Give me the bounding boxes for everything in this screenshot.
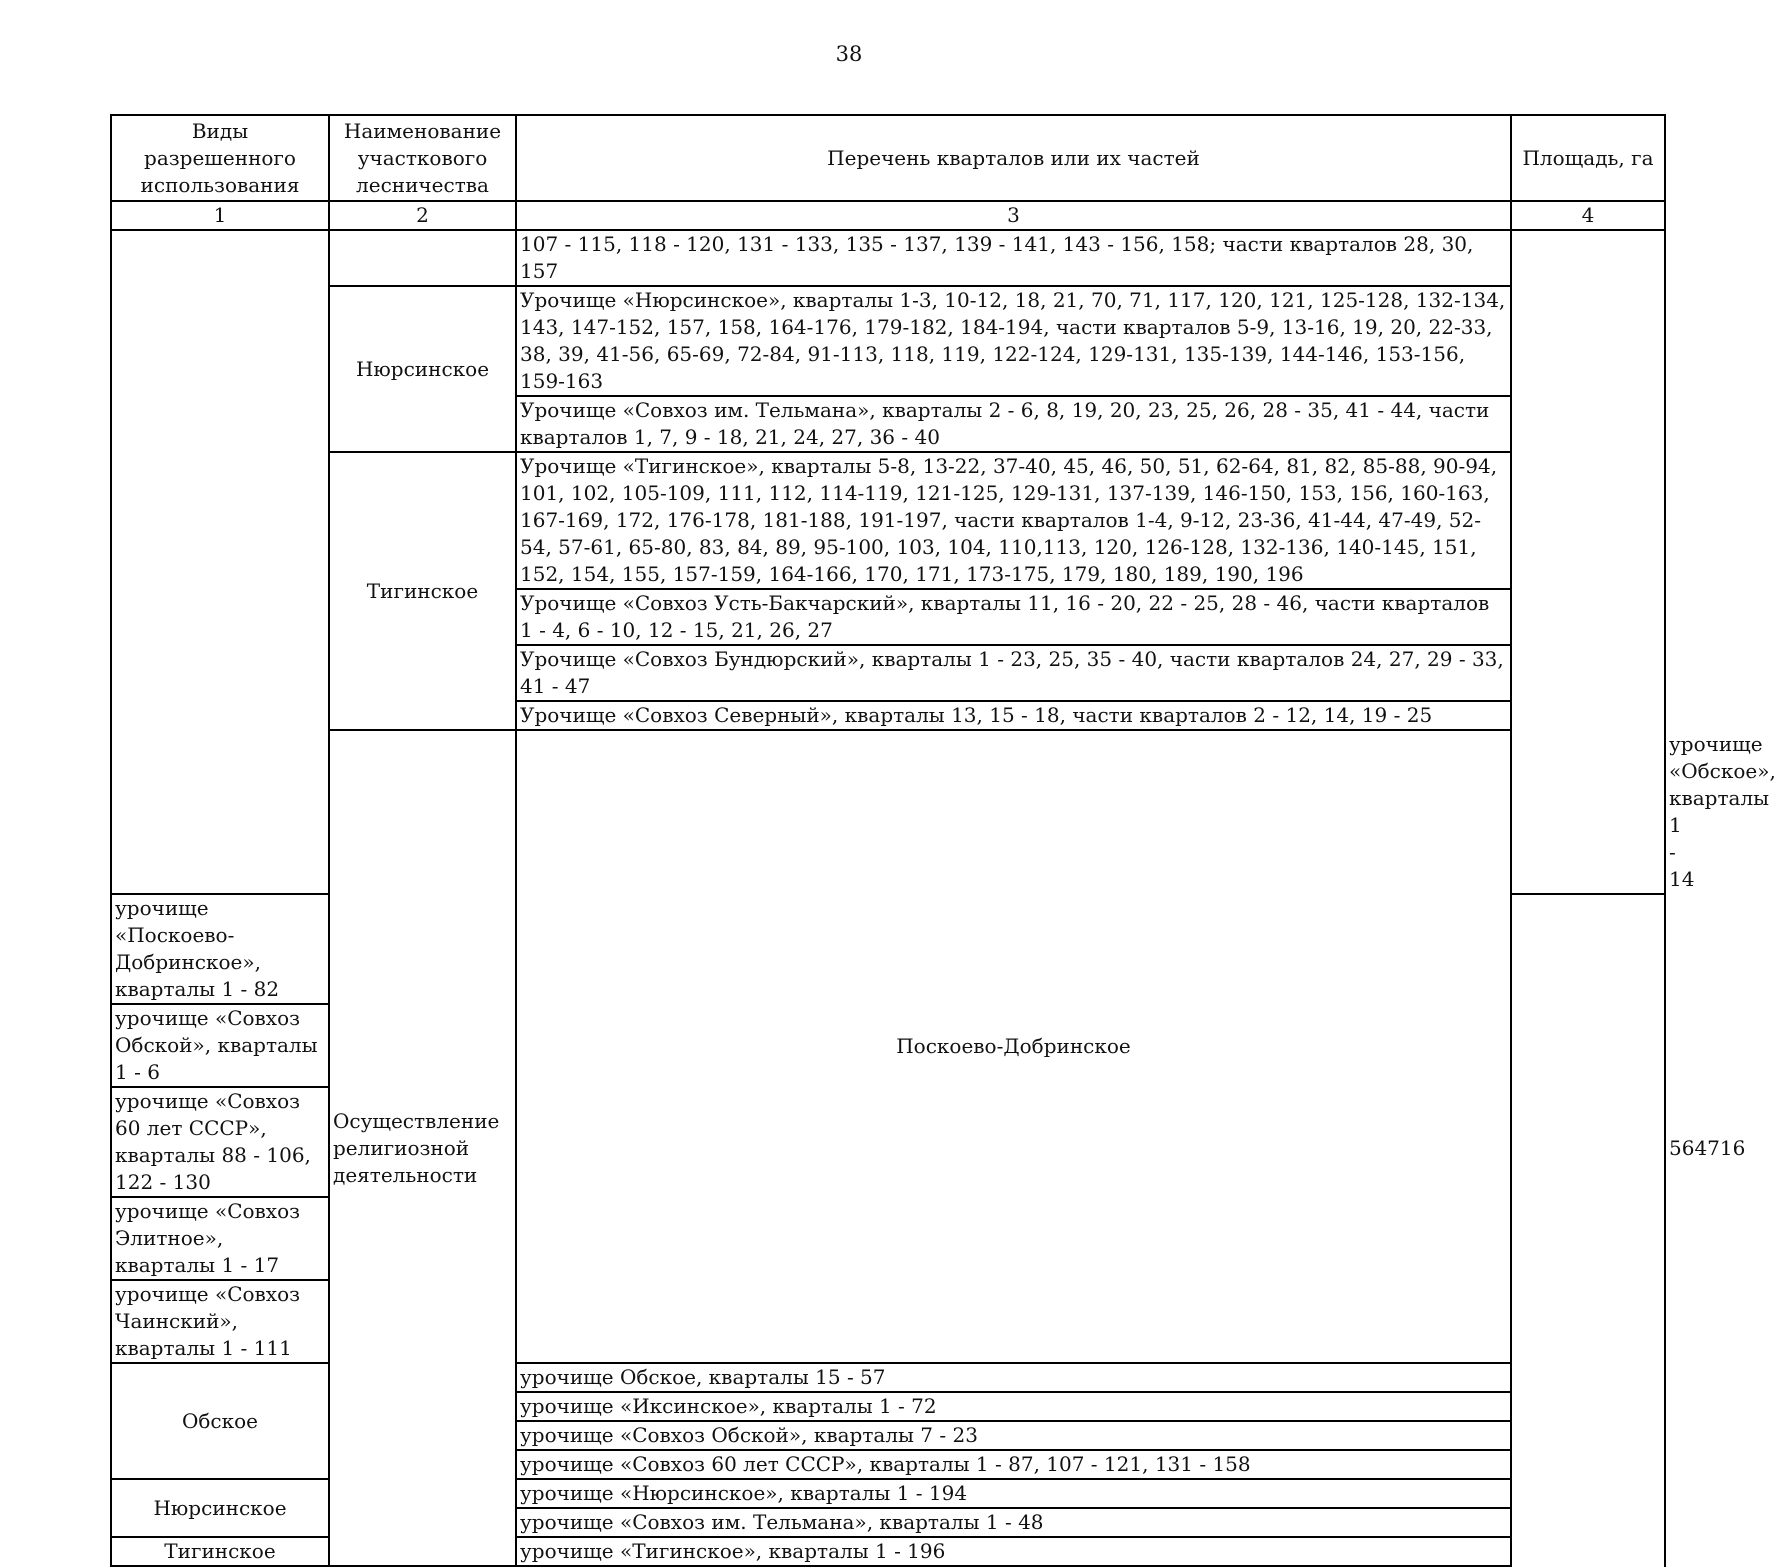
- table-row: [111, 230, 1665, 286]
- quarters-cell: урочище «Поскоево-Добринское», кварталы 1 - 82: [111, 894, 329, 1004]
- column-number-row: [111, 201, 1665, 230]
- quarters-cell: урочище «Тигинское», кварталы 1 - 196: [516, 1537, 1511, 1566]
- area-cell-empty: [1511, 230, 1665, 894]
- quarters-cell: урочище «Нюрсинское», кварталы 1 - 194: [516, 1479, 1511, 1508]
- quarters-cell: урочище «Совхоз Элитное», кварталы 1 - 17: [111, 1197, 329, 1280]
- quarters-cell: Урочище «Совхоз Бундюрский», кварталы 1 - 23, 25, 35 - 40, части кварталов 24, 27, 29 - 33, 41 - 47: [516, 645, 1511, 701]
- page-number: 38: [835, 42, 863, 66]
- table-row: Осуществление религиозной деятельности Поскоево-Добринское урочище «Обское», кварталы 1 - 14 564716: [111, 730, 1665, 894]
- quarters-cell: Урочище «Совхоз им. Тельмана», кварталы 2 - 6, 8, 19, 20, 23, 25, 26, 28 - 35, 41 - 44, части кварталов 1, 7, 9 - 18, 21, 24, 27, 36 - 40: [516, 396, 1511, 452]
- use-type-cell: Осуществление религиозной деятельности: [329, 730, 516, 1566]
- forest-quarters-table: [110, 114, 1776, 1567]
- quarters-cell: урочище «Иксинское», кварталы 1 - 72: [516, 1392, 1511, 1421]
- quarters-cell: Урочище «Совхоз Северный», кварталы 13, 15 - 18, части кварталов 2 - 12, 14, 19 - 25: [516, 701, 1511, 730]
- header-use-type: Виды разрешенного использования: [111, 115, 329, 201]
- quarters-cell: урочище «Совхоз Обской», кварталы 1 - 6: [111, 1004, 329, 1087]
- table-row: [111, 286, 1665, 396]
- forestry-name-cell: Поскоево-Добринское: [516, 730, 1511, 1363]
- table-row: [111, 452, 1665, 589]
- quarters-cell: Урочище «Совхоз Усть-Бакчарский», кварталы 11, 16 - 20, 22 - 25, 28 - 46, части кварталов 1 - 4, 6 - 10, 12 - 15, 21, 26, 27: [516, 589, 1511, 645]
- forestry-name-cell: Нюрсинское: [329, 286, 516, 452]
- header-area: Площадь, га: [1511, 115, 1665, 201]
- quarters-cell: Урочище «Тигинское», кварталы 5-8, 13-22, 37-40, 45, 46, 50, 51, 62-64, 81, 82, 85-88, 90-94, 101, 102, 105-109, 111, 112, 114-119, 121-125, 129-131, 137-139, 146-150, 153, 156, 160-163, 167-169, 172, 176-178, 181-188, 191-197, части кварталов 1-4, 9-12, 23-36, 41-44, 47-49, 52-54, 57-61, 65-80, 83, 84, 89, 95-100, 103, 104, 110,113, 120, 126-128, 132-136, 140-145, 151, 152, 154, 155, 157-159, 164-166, 170, 171, 173-175, 179, 180, 189, 190, 196: [516, 452, 1511, 589]
- forestry-name-cell: Нюрсинское: [111, 1479, 329, 1537]
- forestry-name-cell: Обское: [111, 1363, 329, 1479]
- column-number: 3: [516, 201, 1511, 230]
- table-header-row: [111, 115, 1665, 201]
- forestry-cell-empty: [329, 230, 516, 286]
- column-number: 2: [329, 201, 516, 230]
- forestry-name-cell: Тигинское: [329, 452, 516, 730]
- quarters-cell: урочище «Совхоз Чаинский», кварталы 1 - 111: [111, 1280, 329, 1363]
- quarters-cell: 107 - 115, 118 - 120, 131 - 133, 135 - 137, 139 - 141, 143 - 156, 158; части кварталов 28, 30, 157: [516, 230, 1511, 286]
- quarters-cell: урочище «Совхоз 60 лет СССР», кварталы 88 - 106, 122 - 130: [111, 1087, 329, 1197]
- quarters-cell: урочище Обское, кварталы 15 - 57: [516, 1363, 1511, 1392]
- quarters-cell: урочище «Совхоз Обской», кварталы 7 - 23: [516, 1421, 1511, 1450]
- quarters-cell: урочище «Совхоз 60 лет СССР», кварталы 1 - 87, 107 - 121, 131 - 158: [516, 1450, 1511, 1479]
- header-quarters-list: Перечень кварталов или их частей: [516, 115, 1511, 201]
- quarters-cell: урочище «Совхоз им. Тельмана», кварталы 1 - 48: [516, 1508, 1511, 1537]
- column-number: 4: [1511, 201, 1665, 230]
- use-type-cell-empty: [111, 230, 329, 894]
- quarters-cell: Урочище «Нюрсинское», кварталы 1-3, 10-12, 18, 21, 70, 71, 117, 120, 121, 125-128, 132-134, 143, 147-152, 157, 158, 164-176, 179-182, 184-194, части кварталов 5-9, 13-16, 19, 20, 22-33, 38, 39, 41-56, 65-69, 72-84, 91-113, 118, 119, 122-124, 129-131, 135-139, 144-146, 153-156, 159-163: [516, 286, 1511, 396]
- column-number: 1: [111, 201, 329, 230]
- header-forestry-name: Наименование участкового лесничества: [329, 115, 516, 201]
- forestry-name-cell: Тигинское: [111, 1537, 329, 1566]
